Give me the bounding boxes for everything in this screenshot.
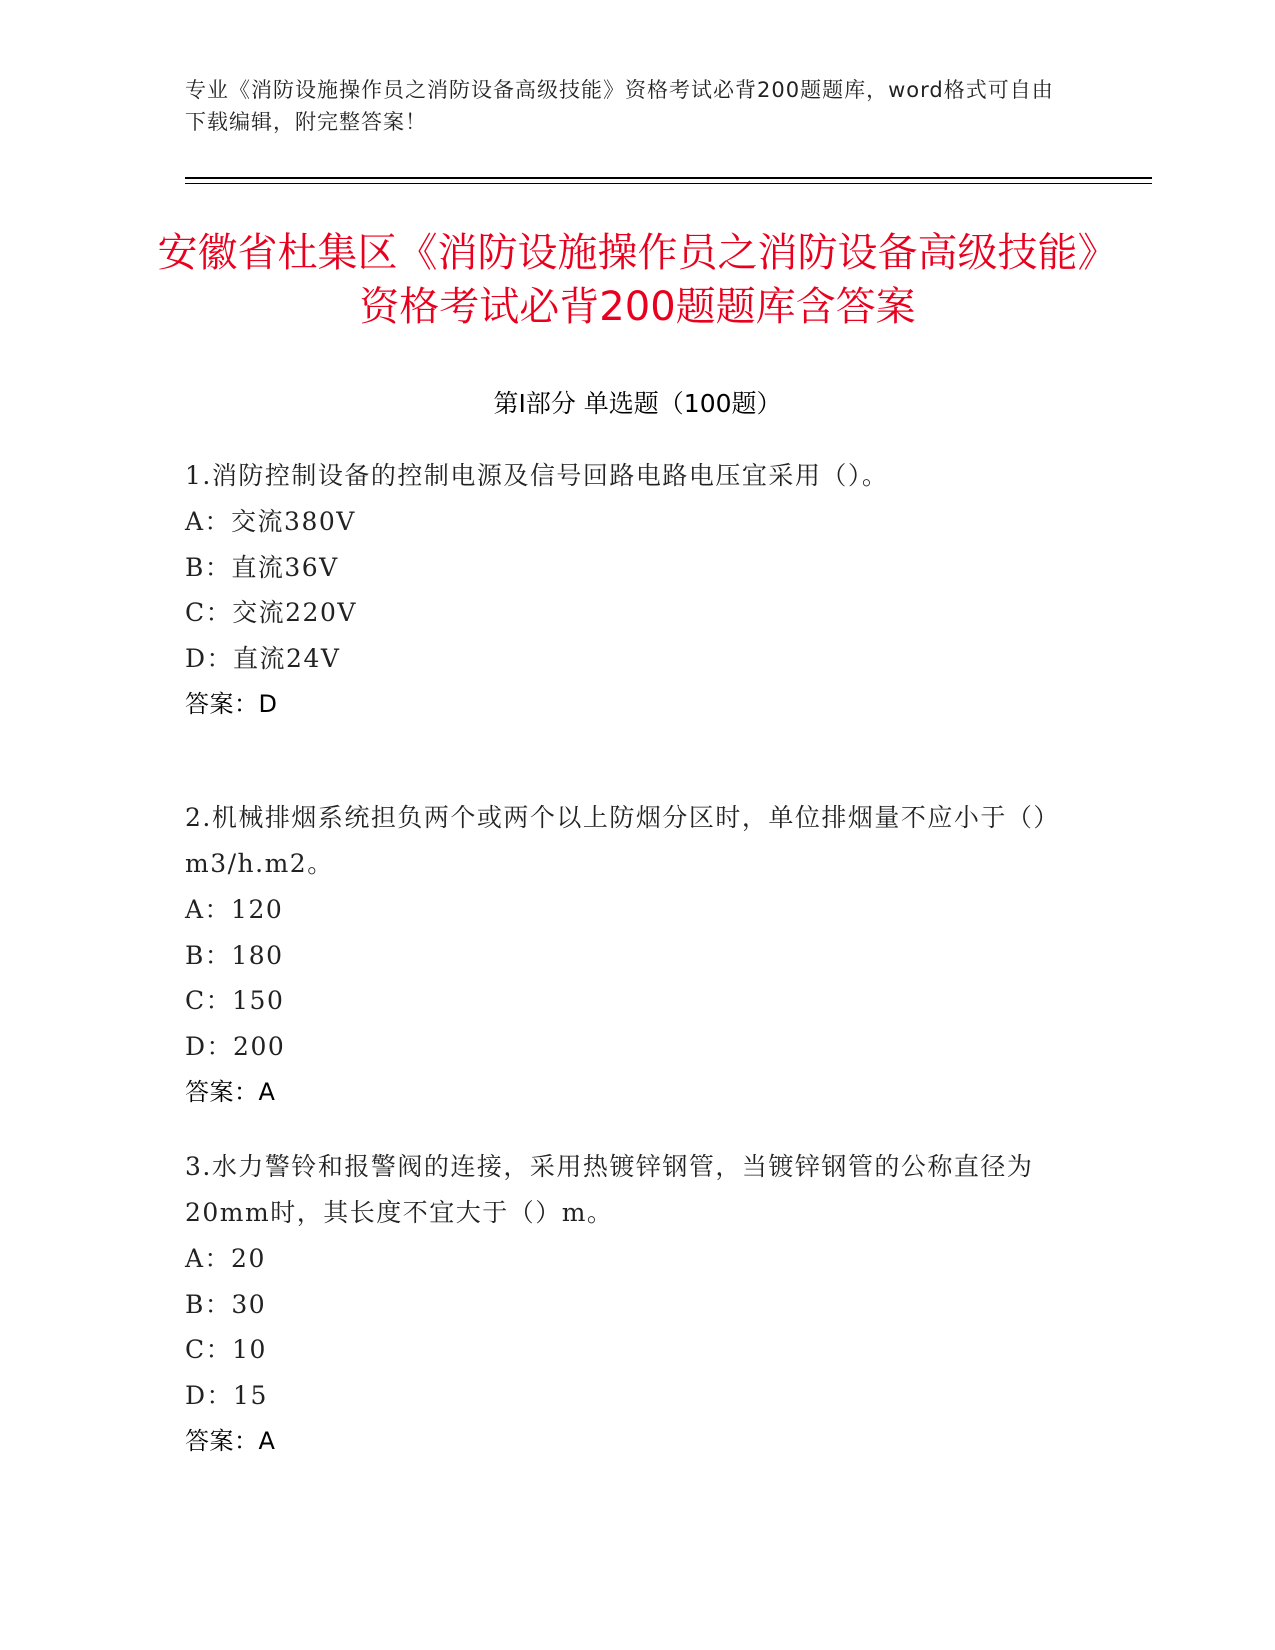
option-a: A：120 <box>185 895 284 924</box>
header-note: 专业《消防设施操作员之消防设备高级技能》资格考试必背200题题库，word格式可自由下载编辑，附完整答案！ <box>185 78 1054 134</box>
option-c: C：150 <box>185 986 285 1015</box>
option-d: D：200 <box>185 1031 286 1061</box>
question-stem: 2.机械排烟系统担负两个或两个以上防烟分区时，单位排烟量不应小于（）m3/h.m2。 <box>185 803 1060 878</box>
header-divider-thick <box>185 177 1152 179</box>
question-2 <box>185 795 1065 1115</box>
option-c: C：10 <box>185 1335 267 1364</box>
question-1 <box>185 453 1065 727</box>
option-b: B：直流36V <box>185 552 339 582</box>
option-b: B：180 <box>185 940 284 970</box>
answer: 答案：A <box>185 1078 276 1106</box>
question-3 <box>185 1144 1065 1464</box>
document-title: 安徽省杜集区《消防设施操作员之消防设备高级技能》资格考试必背200题题库含答案 <box>157 230 1118 330</box>
header-divider-thin <box>185 183 1152 184</box>
option-b: B：30 <box>185 1289 267 1319</box>
option-d: D：直流24V <box>185 643 341 673</box>
question-stem: 3.水力警铃和报警阀的连接，采用热镀锌钢管，当镀锌钢管的公称直径为20mm时，其长度不宜大于（）m。 <box>185 1152 1034 1227</box>
answer: 答案：D <box>185 690 278 718</box>
question-stem: 1.消防控制设备的控制电源及信号回路电路电压宜采用（）。 <box>185 461 889 490</box>
answer: 答案：A <box>185 1427 276 1455</box>
option-c: C：交流220V <box>185 598 357 627</box>
option-a: A：20 <box>185 1244 266 1273</box>
option-d: D：15 <box>185 1380 268 1410</box>
option-a: A：交流380V <box>185 507 356 536</box>
section-heading: 第Ⅰ部分 单选题（100题） <box>493 389 782 418</box>
